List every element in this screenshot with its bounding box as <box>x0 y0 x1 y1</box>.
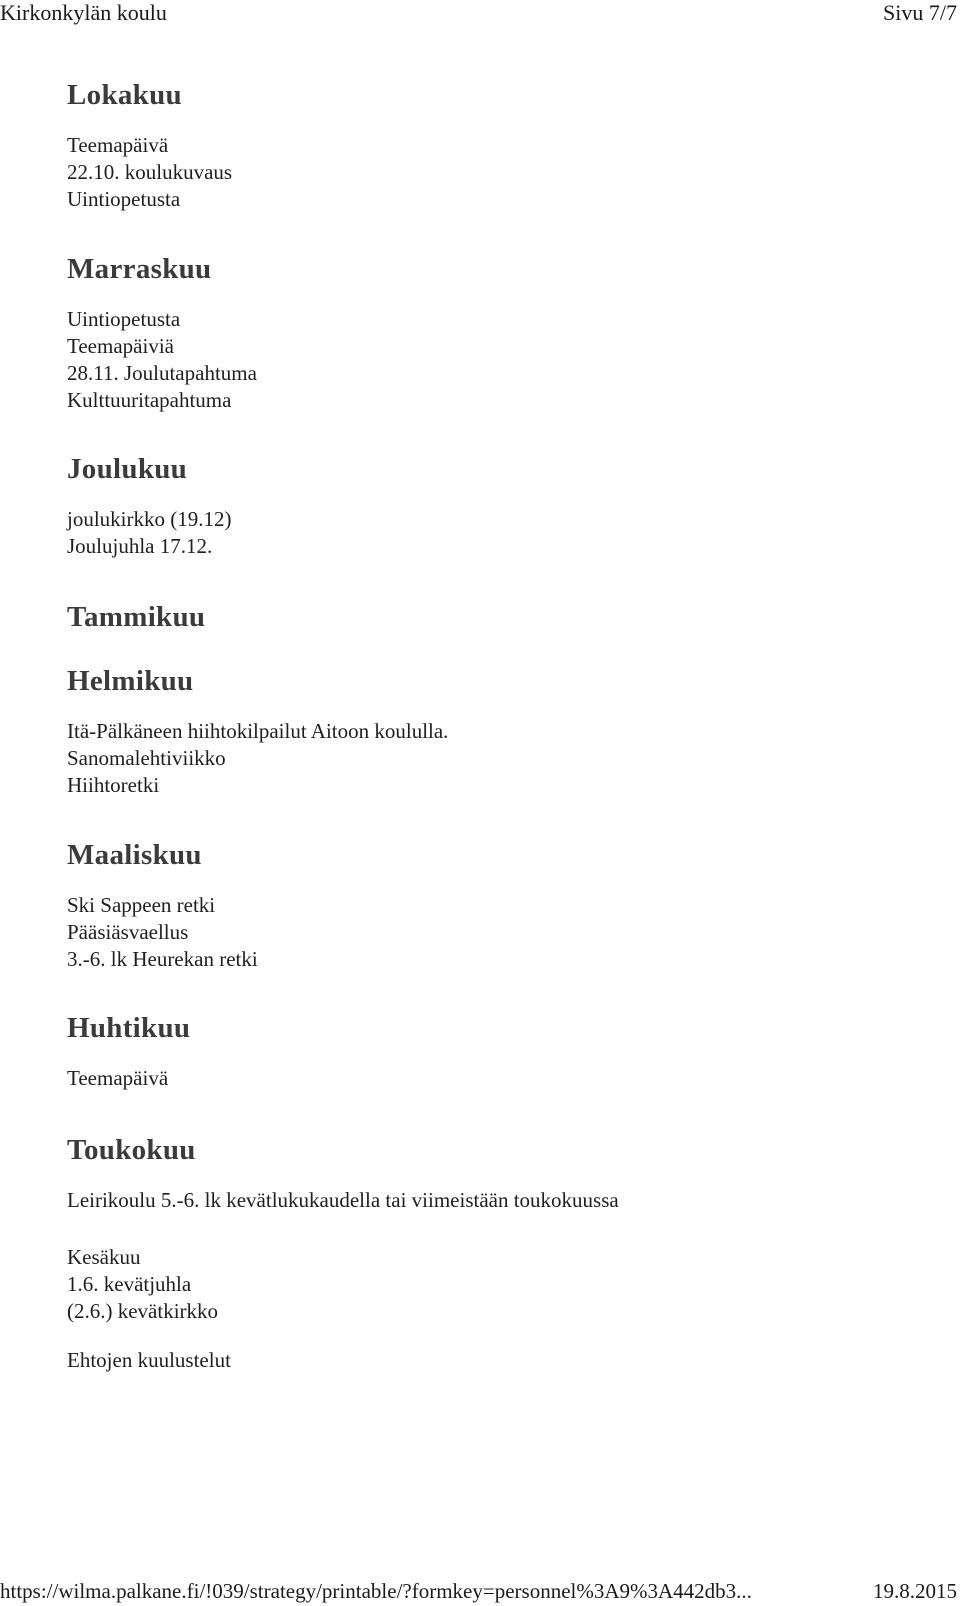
section-lokakuu <box>67 78 232 213</box>
list-item: Pääsiäsvaellus <box>67 920 189 944</box>
section-extra <box>67 1347 231 1374</box>
list-item: Joulujuhla 17.12. <box>67 534 213 558</box>
section-huhtikuu <box>67 1011 190 1092</box>
section-kesakuu <box>67 1244 218 1325</box>
section-toukokuu <box>67 1133 619 1214</box>
footer-url: https://wilma.palkane.fi/!039/strategy/printable/?formkey=personnel%3A9%3A442db3... <box>0 1579 752 1603</box>
page-number: Sivu 7/7 <box>883 0 957 25</box>
section-title: Helmikuu <box>67 665 194 697</box>
section-title: Huhtikuu <box>67 1012 191 1044</box>
list-item: Itä-Pälkäneen hiihtokilpailut Aitoon koululla. <box>67 719 449 743</box>
list-item: Teemapäiviä <box>67 334 174 358</box>
list-item: Sanomalehtiviikko <box>67 746 226 770</box>
page-header <box>0 0 960 30</box>
section-title: Tammikuu <box>67 601 206 633</box>
section-title: Toukokuu <box>67 1134 196 1166</box>
list-item: Kesäkuu <box>67 1245 141 1269</box>
list-item: 22.10. koulukuvaus <box>67 160 233 184</box>
list-item: 28.11. Joulutapahtuma <box>67 361 257 385</box>
list-item: 3.-6. lk Heurekan retki <box>67 947 258 971</box>
list-item: Teemapäivä <box>67 133 169 157</box>
list-item: Leirikoulu 5.-6. lk kevätlukukaudella tai viimeistään toukokuussa <box>67 1188 619 1212</box>
list-item: Uintiopetusta <box>67 187 181 211</box>
page-footer <box>0 1576 960 1606</box>
section-title: Maaliskuu <box>67 839 202 871</box>
section-joulukuu <box>67 452 231 560</box>
list-item: (2.6.) kevätkirkko <box>67 1299 219 1323</box>
list-item: Uintiopetusta <box>67 307 181 331</box>
list-item: Kulttuuritapahtuma <box>67 388 232 412</box>
list-item: 1.6. kevätjuhla <box>67 1272 192 1296</box>
list-item: Ehtojen kuulustelut <box>67 1348 231 1372</box>
section-maaliskuu <box>67 838 258 973</box>
section-tammikuu <box>67 600 205 634</box>
section-title: Marraskuu <box>67 253 212 285</box>
footer-date: 19.8.2015 <box>873 1579 957 1603</box>
section-title: Joulukuu <box>67 453 188 485</box>
section-marraskuu <box>67 252 257 414</box>
list-item: Hiihtoretki <box>67 773 160 797</box>
section-title: Lokakuu <box>67 79 182 111</box>
school-name: Kirkonkylän koulu <box>0 0 167 25</box>
list-item: joulukirkko (19.12) <box>67 507 232 531</box>
list-item: Ski Sappeen retki <box>67 893 216 917</box>
list-item: Teemapäivä <box>67 1066 169 1090</box>
section-helmikuu <box>67 664 448 799</box>
